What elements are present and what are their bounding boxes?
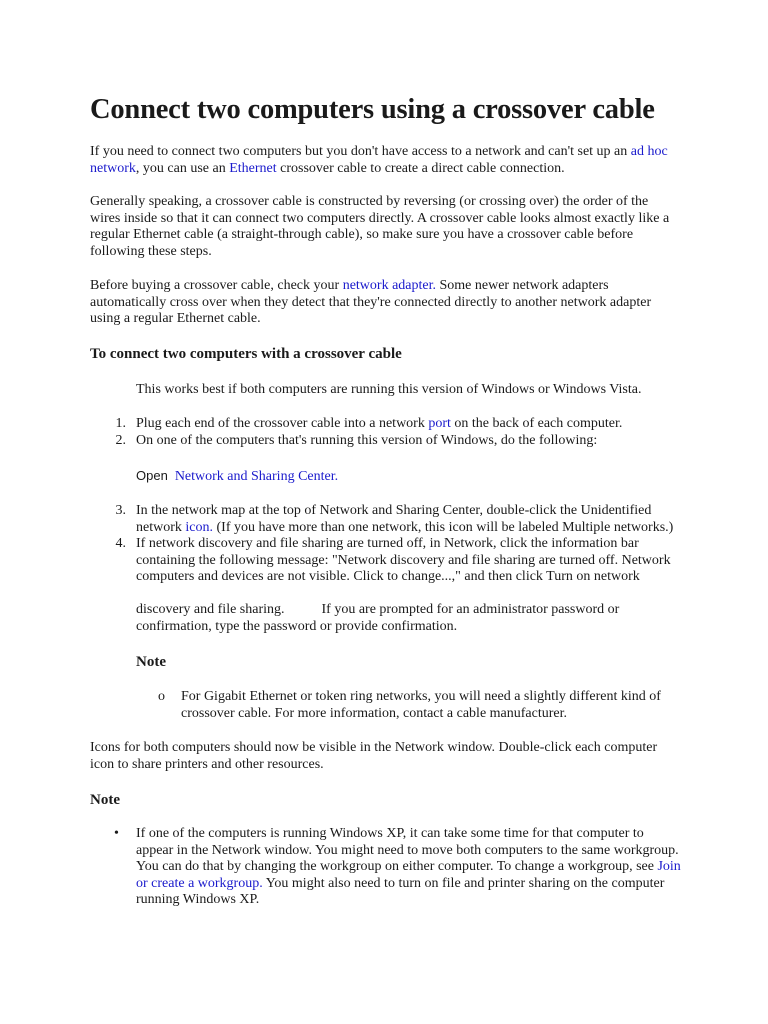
intro-text-pre: If you need to connect two computers but you don't have access to a network and can't set up an xyxy=(90,144,631,159)
note-1-text: For Gigabit Ethernet or token ring networks, you will need a slightly different kind of crossover cable. For more information, contact a cable manufacturer. xyxy=(181,689,661,721)
icon-link[interactable]: icon. xyxy=(185,519,213,535)
adapter-text-post: Some newer network adapters automatically cross over when they detect that they're connected directly to another network adapter using a regular Ethernet cable. xyxy=(90,278,652,326)
section-heading: To connect two computers with a crossover cable xyxy=(90,346,402,362)
step-4-cont-b: If you are prompted for an administrator password or confirmation, type the password or provide confirmation. xyxy=(136,602,620,634)
step-2-number: 2. xyxy=(115,433,126,448)
open-label: Open xyxy=(136,468,168,483)
network-adapter-link[interactable]: network adapter. xyxy=(342,278,436,293)
crossover-explanation-paragraph: Generally speaking, a crossover cable is constructed by reversing (or crossing over) the order of the wires inside so that it can connect two computers directly. A crossover cable looks almost exactly like a regular Ethernet cable (a straight-through cable), so make sure you have a crossover cable before following these steps. xyxy=(90,194,670,259)
page-title: Connect two computers using a crossover cable xyxy=(90,94,655,125)
port-link[interactable]: port xyxy=(428,416,451,431)
note-1-heading: Note xyxy=(136,654,166,670)
step-3-number: 3. xyxy=(115,503,126,518)
step-4-cont-a: discovery and file sharing. xyxy=(136,602,285,617)
note-2-heading: Note xyxy=(90,792,120,808)
ethernet-link[interactable]: Ethernet xyxy=(229,160,277,176)
works-best-note: This works best if both computers are running this version of Windows or Windows Vista. xyxy=(136,382,642,397)
network-and-sharing-center-link[interactable]: Network and Sharing Center. xyxy=(174,469,339,484)
ad-hoc-network-link[interactable]: ad hoc network xyxy=(90,144,668,176)
step-4-continuation xyxy=(136,602,682,635)
note-1-bullet-marker: o xyxy=(158,689,165,704)
note-2-bullet-marker: • xyxy=(114,826,119,841)
intro-paragraph xyxy=(90,144,682,177)
intro-text-mid: , you can use an xyxy=(135,160,230,176)
intro-text-post: crossover cable to create a direct cable connection. xyxy=(276,160,565,176)
step-4-text: If network discovery and file sharing are turned off, in Network, click the information bar containing the following message: "Network discovery and file sharing are turned off. Network computers and devices are not visible. Click to change...," and then click Turn on network xyxy=(136,536,671,584)
step-2-text: On one of the computers that's running this version of Windows, do the following: xyxy=(136,433,598,448)
step-3-text xyxy=(136,503,682,536)
note-2-post: You might also need to turn on file and printer sharing on the computer running Windows XP. xyxy=(136,875,665,907)
note-2-pre: If one of the computers is running Windows XP, it can take some time for that computer to appear in the Network window. You might need to move both computers to the same workgroup. You can do that by changing the workgroup on either computer. To change a workgroup, see xyxy=(136,826,679,874)
adapter-text-pre: Before buying a crossover cable, check your xyxy=(90,278,343,293)
network-adapter-paragraph xyxy=(90,278,682,328)
step-1-post: on the back of each computer. xyxy=(450,416,623,431)
icons-visible-paragraph: Icons for both computers should now be visible in the Network window. Double-click each computer icon to share printers and other resources. xyxy=(90,740,658,772)
join-workgroup-link[interactable]: Join or create a workgroup. xyxy=(136,859,681,891)
step-4-number: 4. xyxy=(115,536,126,551)
step-1-text xyxy=(136,416,682,433)
step-3-post: (If you have more than one network, this icon will be labeled Multiple networks.) xyxy=(213,519,674,535)
note-2-text xyxy=(136,826,682,909)
step-3-pre: In the network map at the top of Network and Sharing Center, double-click the Unidentified network xyxy=(136,503,652,535)
step-1-pre: Plug each end of the crossover cable into a network xyxy=(136,416,429,431)
open-network-center-line xyxy=(136,468,682,486)
step-1-number: 1. xyxy=(115,416,126,431)
